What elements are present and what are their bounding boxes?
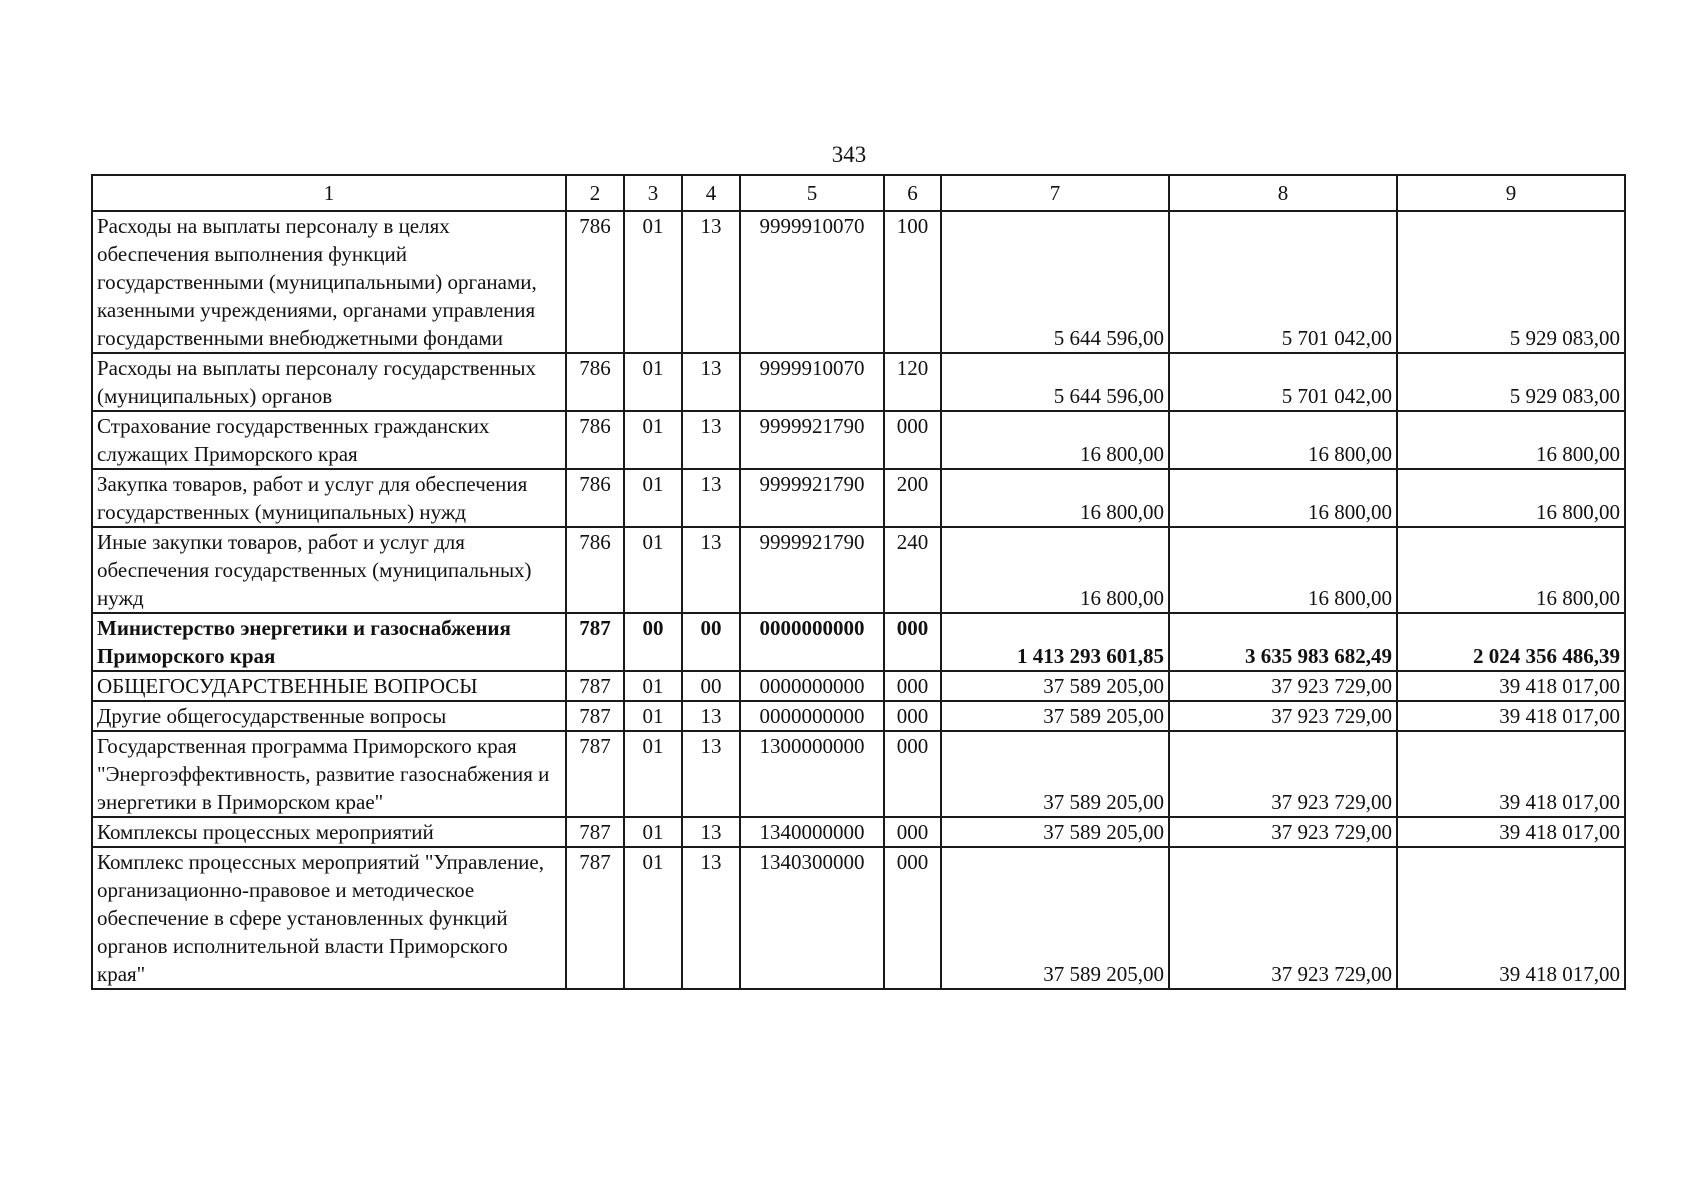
code-cell-5: 1300000000	[740, 731, 884, 817]
code-cell-2: 787	[566, 613, 624, 671]
row-name-cell: Комплексы процессных мероприятий	[92, 817, 566, 847]
code-cell-3: 01	[624, 527, 682, 613]
code-cell-6: 120	[884, 353, 941, 411]
header-cell: 5	[740, 175, 884, 211]
code-cell-2: 787	[566, 847, 624, 989]
code-cell-4: 13	[682, 353, 740, 411]
amount-cell-7: 37 589 205,00	[941, 817, 1169, 847]
code-cell-5: 9999921790	[740, 469, 884, 527]
code-cell-3: 01	[624, 671, 682, 701]
header-cell: 6	[884, 175, 941, 211]
code-cell-6: 100	[884, 211, 941, 353]
amount-cell-7: 16 800,00	[941, 527, 1169, 613]
amount-cell-7: 16 800,00	[941, 469, 1169, 527]
code-cell-2: 786	[566, 469, 624, 527]
code-cell-2: 786	[566, 411, 624, 469]
header-cell: 7	[941, 175, 1169, 211]
code-cell-2: 786	[566, 211, 624, 353]
row-name-cell: Закупка товаров, работ и услуг для обеспечения государственных (муниципальных) нужд	[92, 469, 566, 527]
code-cell-2: 787	[566, 701, 624, 731]
code-cell-3: 01	[624, 817, 682, 847]
row-name-cell: Государственная программа Приморского края "Энергоэффективность, развитие газоснабжения и энергетики в Приморском крае"	[92, 731, 566, 817]
code-cell-3: 01	[624, 701, 682, 731]
code-cell-6: 000	[884, 817, 941, 847]
code-cell-4: 13	[682, 731, 740, 817]
row-name-cell: Расходы на выплаты персоналу государственных (муниципальных) органов	[92, 353, 566, 411]
amount-cell-8: 37 923 729,00	[1169, 817, 1397, 847]
code-cell-6: 000	[884, 671, 941, 701]
amount-cell-7: 16 800,00	[941, 411, 1169, 469]
amount-cell-8: 16 800,00	[1169, 411, 1397, 469]
amount-cell-8: 16 800,00	[1169, 527, 1397, 613]
table-row	[92, 731, 1625, 817]
code-cell-6: 000	[884, 731, 941, 817]
code-cell-3: 01	[624, 353, 682, 411]
row-name-cell: Страхование государственных гражданских служащих Приморского края	[92, 411, 566, 469]
budget-table	[91, 174, 1626, 990]
header-cell: 4	[682, 175, 740, 211]
code-cell-3: 01	[624, 211, 682, 353]
amount-cell-7: 5 644 596,00	[941, 211, 1169, 353]
amount-cell-9: 16 800,00	[1397, 411, 1625, 469]
amount-cell-8: 5 701 042,00	[1169, 353, 1397, 411]
table-row	[92, 701, 1625, 731]
code-cell-4: 13	[682, 701, 740, 731]
amount-cell-8: 37 923 729,00	[1169, 671, 1397, 701]
amount-cell-7: 37 589 205,00	[941, 671, 1169, 701]
row-name-cell: Комплекс процессных мероприятий "Управление, организационно-правовое и методическое обеспечение в сфере установленных функций органов исполнительной власти Приморского края"	[92, 847, 566, 989]
code-cell-6: 000	[884, 701, 941, 731]
header-cell: 2	[566, 175, 624, 211]
table-row	[92, 847, 1625, 989]
code-cell-5: 9999910070	[740, 353, 884, 411]
code-cell-2: 787	[566, 817, 624, 847]
amount-cell-9: 16 800,00	[1397, 469, 1625, 527]
code-cell-5: 9999910070	[740, 211, 884, 353]
code-cell-2: 786	[566, 353, 624, 411]
table-row	[92, 411, 1625, 469]
amount-cell-8: 37 923 729,00	[1169, 731, 1397, 817]
row-name-cell: Министерство энергетики и газоснабжения Приморского края	[92, 613, 566, 671]
row-name-cell: Расходы на выплаты персоналу в целях обеспечения выполнения функций государственными (муниципальными) органами, казенными учреждениями, органами управления государственными внебюджетными фондами	[92, 211, 566, 353]
code-cell-6: 000	[884, 847, 941, 989]
amount-cell-7: 37 589 205,00	[941, 701, 1169, 731]
code-cell-2: 787	[566, 671, 624, 701]
header-cell: 8	[1169, 175, 1397, 211]
amount-cell-8: 3 635 983 682,49	[1169, 613, 1397, 671]
page-number: 343	[831, 142, 867, 167]
code-cell-4: 13	[682, 411, 740, 469]
header-row	[92, 175, 1625, 211]
code-cell-5: 1340300000	[740, 847, 884, 989]
code-cell-4: 13	[682, 817, 740, 847]
code-cell-4: 13	[682, 527, 740, 613]
amount-cell-8: 5 701 042,00	[1169, 211, 1397, 353]
amount-cell-8: 37 923 729,00	[1169, 847, 1397, 989]
code-cell-3: 01	[624, 469, 682, 527]
code-cell-5: 9999921790	[740, 527, 884, 613]
table-row	[92, 469, 1625, 527]
code-cell-5: 1340000000	[740, 817, 884, 847]
code-cell-4: 00	[682, 613, 740, 671]
code-cell-5: 0000000000	[740, 701, 884, 731]
table-row	[92, 353, 1625, 411]
code-cell-2: 787	[566, 731, 624, 817]
code-cell-6: 000	[884, 613, 941, 671]
table-row	[92, 527, 1625, 613]
code-cell-2: 786	[566, 527, 624, 613]
header-cell: 3	[624, 175, 682, 211]
code-cell-4: 13	[682, 211, 740, 353]
row-name-cell: Другие общегосударственные вопросы	[92, 701, 566, 731]
amount-cell-9: 5 929 083,00	[1397, 211, 1625, 353]
code-cell-4: 00	[682, 671, 740, 701]
amount-cell-7: 5 644 596,00	[941, 353, 1169, 411]
amount-cell-9: 2 024 356 486,39	[1397, 613, 1625, 671]
code-cell-3: 00	[624, 613, 682, 671]
row-name-cell: Иные закупки товаров, работ и услуг для обеспечения государственных (муниципальных) нужд	[92, 527, 566, 613]
code-cell-3: 01	[624, 411, 682, 469]
table-row	[92, 671, 1625, 701]
amount-cell-9: 16 800,00	[1397, 527, 1625, 613]
code-cell-6: 240	[884, 527, 941, 613]
code-cell-3: 01	[624, 847, 682, 989]
amount-cell-8: 37 923 729,00	[1169, 701, 1397, 731]
amount-cell-9: 39 418 017,00	[1397, 731, 1625, 817]
amount-cell-7: 37 589 205,00	[941, 847, 1169, 989]
code-cell-6: 200	[884, 469, 941, 527]
table-row	[92, 817, 1625, 847]
code-cell-5: 0000000000	[740, 613, 884, 671]
code-cell-6: 000	[884, 411, 941, 469]
header-cell: 1	[92, 175, 566, 211]
code-cell-3: 01	[624, 731, 682, 817]
amount-cell-7: 37 589 205,00	[941, 731, 1169, 817]
code-cell-4: 13	[682, 847, 740, 989]
amount-cell-7: 1 413 293 601,85	[941, 613, 1169, 671]
row-name-cell: ОБЩЕГОСУДАРСТВЕННЫЕ ВОПРОСЫ	[92, 671, 566, 701]
table-row	[92, 211, 1625, 353]
code-cell-4: 13	[682, 469, 740, 527]
amount-cell-9: 5 929 083,00	[1397, 353, 1625, 411]
code-cell-5: 9999921790	[740, 411, 884, 469]
code-cell-5: 0000000000	[740, 671, 884, 701]
amount-cell-9: 39 418 017,00	[1397, 817, 1625, 847]
amount-cell-9: 39 418 017,00	[1397, 701, 1625, 731]
amount-cell-9: 39 418 017,00	[1397, 671, 1625, 701]
table-row	[92, 613, 1625, 671]
amount-cell-8: 16 800,00	[1169, 469, 1397, 527]
header-cell: 9	[1397, 175, 1625, 211]
amount-cell-9: 39 418 017,00	[1397, 847, 1625, 989]
